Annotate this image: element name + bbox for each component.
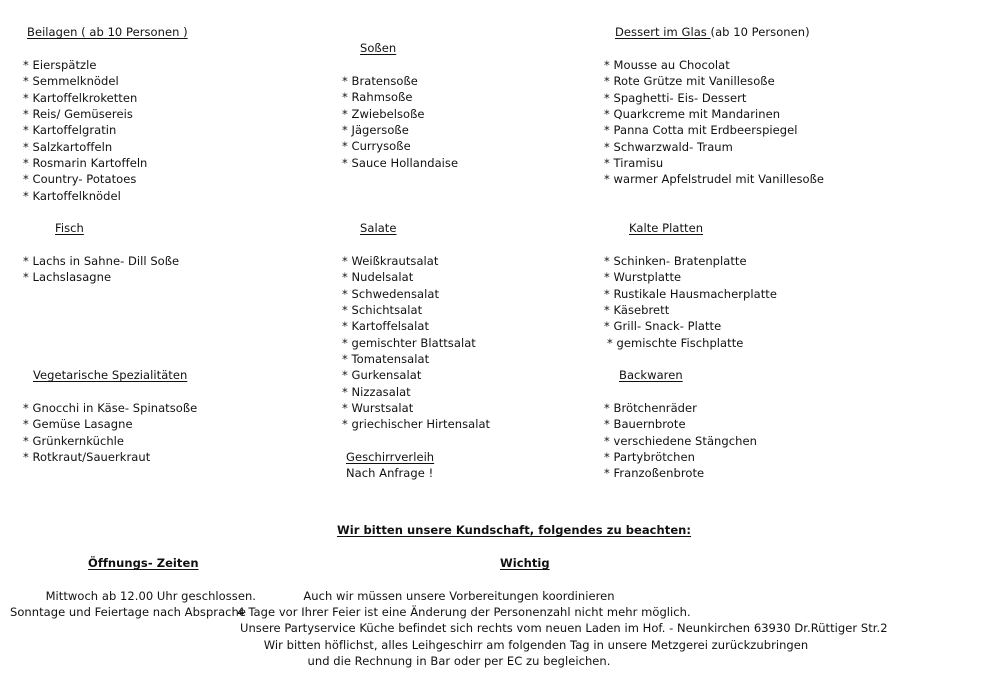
list-item: * Nudelsalat: [342, 269, 490, 285]
list-item: * Sauce Hollandaise: [342, 155, 458, 171]
list-kalte-platten: [604, 253, 777, 351]
list-item: * griechischer Hirtensalat: [342, 416, 490, 432]
important-line-text: und die Rechnung in Bar oder per EC zu begleichen.: [307, 654, 611, 668]
list-item: * Käsebrett: [604, 302, 777, 318]
heading-salate: Salate: [360, 221, 397, 235]
important-line: [240, 621, 888, 635]
list-item: * Schwarzwald- Traum: [604, 139, 824, 155]
list-item: * Rote Grütze mit Vanillesoße: [604, 73, 824, 89]
opening-hours-line: Mittwoch ab 12.00 Uhr geschlossen.: [45, 589, 256, 603]
list-beilagen: [23, 57, 147, 204]
list-item: * Country- Potatoes: [23, 171, 147, 187]
list-item: * Quarkcreme mit Mandarinen: [604, 106, 824, 122]
list-dessert: [604, 57, 824, 188]
list-item: * Grünkernküchle: [23, 433, 197, 449]
list-item: * warmer Apfelstrudel mit Vanillesoße: [604, 171, 824, 187]
list-item: * Kartoffelsalat: [342, 318, 490, 334]
important-line-text: 4 Tage vor Ihrer Feier ist eine Änderung der Personenzahl nicht mehr möglich.: [237, 605, 691, 619]
important-line: [240, 589, 880, 603]
list-item: * Wurstplatte: [604, 269, 777, 285]
list-item: * Gemüse Lasagne: [23, 416, 197, 432]
list-item: * Panna Cotta mit Erdbeerspiegel: [604, 122, 824, 138]
geschirrverleih-text: Nach Anfrage !: [346, 466, 434, 480]
list-item: * Schwedensalat: [342, 286, 490, 302]
list-item: * Franzoßenbrote: [604, 465, 757, 481]
notice-title: Wir bitten unsere Kundschaft, folgendes zu beachten:: [337, 523, 692, 537]
heading-dessert-title: Dessert im Glas: [615, 25, 711, 39]
heading-sossen: Soßen: [360, 41, 397, 55]
list-item: * Eierspätzle: [23, 57, 147, 73]
list-item: * Schichtsalat: [342, 302, 490, 318]
list-item: * Salzkartoffeln: [23, 139, 147, 155]
important-line: [237, 605, 880, 619]
list-item: * Grill- Snack- Platte: [604, 318, 777, 334]
list-item: * Kartoffelknödel: [23, 188, 147, 204]
list-item: * Kartoffelkroketten: [23, 90, 147, 106]
list-item: * Rahmsoße: [342, 89, 458, 105]
heading-opening-hours: Öffnungs- Zeiten: [88, 556, 199, 570]
list-backwaren: [604, 400, 757, 482]
heading-fisch: Fisch: [55, 221, 84, 235]
heading-beilagen: Beilagen ( ab 10 Personen ): [27, 25, 188, 39]
list-item: * Schinken- Bratenplatte: [604, 253, 777, 269]
list-item: * Partybrötchen: [604, 449, 757, 465]
heading-kalte-platten: Kalte Platten: [629, 221, 704, 235]
list-fisch: [23, 253, 179, 286]
list-vegetarisch: [23, 400, 197, 465]
heading-important: Wichtig: [500, 556, 550, 570]
list-item: * Wurstsalat: [342, 400, 490, 416]
list-item: * Semmelknödel: [23, 73, 147, 89]
list-item: * Tomatensalat: [342, 351, 490, 367]
important-line-text: Unsere Partyservice Küche befindet sich rechts vom neuen Laden im Hof. - Neunkirchen 63930 Dr.Rüttiger Str.2: [240, 621, 888, 635]
important-line: [240, 654, 880, 668]
list-item: * Lachs in Sahne- Dill Soße: [23, 253, 179, 269]
list-item: * Rotkraut/Sauerkraut: [23, 449, 197, 465]
list-item: * Bauernbrote: [604, 416, 757, 432]
list-item: * Rosmarin Kartoffeln: [23, 155, 147, 171]
list-item: * Gurkensalat: [342, 367, 490, 383]
heading-geschirrverleih: Geschirrverleih: [346, 450, 435, 464]
list-item: * gemischte Fischplatte: [604, 335, 777, 351]
list-item: * Currysoße: [342, 138, 458, 154]
list-item: * Mousse au Chocolat: [604, 57, 824, 73]
heading-backwaren: Backwaren: [619, 368, 683, 382]
list-item: * Weißkrautsalat: [342, 253, 490, 269]
list-item: * Kartoffelgratin: [23, 122, 147, 138]
opening-hours-line: Sonntage und Feiertage nach Absprache: [9, 605, 247, 619]
list-item: * verschiedene Stängchen: [604, 433, 757, 449]
list-item: * Brötchenräder: [604, 400, 757, 416]
list-salate: [342, 253, 490, 433]
heading-dessert-suffix: (ab 10 Personen): [710, 25, 810, 39]
heading-dessert: [615, 25, 810, 39]
list-item: * Lachslasagne: [23, 269, 179, 285]
list-item: * Zwiebelsoße: [342, 106, 458, 122]
important-line-text: Auch wir müssen unsere Vorbereitungen koordinieren: [303, 589, 615, 603]
list-item: * Tiramisu: [604, 155, 824, 171]
list-item: * Bratensoße: [342, 73, 458, 89]
important-line: [240, 638, 880, 652]
list-item: * Reis/ Gemüsereis: [23, 106, 147, 122]
list-item: * Jägersoße: [342, 122, 458, 138]
list-item: * Gnocchi in Käse- Spinatsoße: [23, 400, 197, 416]
important-line-text: Wir bitten höflichst, alles Leihgeschirr am folgenden Tag in unsere Metzgerei zurückzubringen: [263, 638, 809, 652]
list-sossen: [342, 73, 458, 171]
list-item: * Rustikale Hausmacherplatte: [604, 286, 777, 302]
list-item: * gemischter Blattsalat: [342, 335, 490, 351]
list-item: * Nizzasalat: [342, 384, 490, 400]
heading-vegetarisch: Vegetarische Spezialitäten: [33, 368, 188, 382]
list-item: * Spaghetti- Eis- Dessert: [604, 90, 824, 106]
